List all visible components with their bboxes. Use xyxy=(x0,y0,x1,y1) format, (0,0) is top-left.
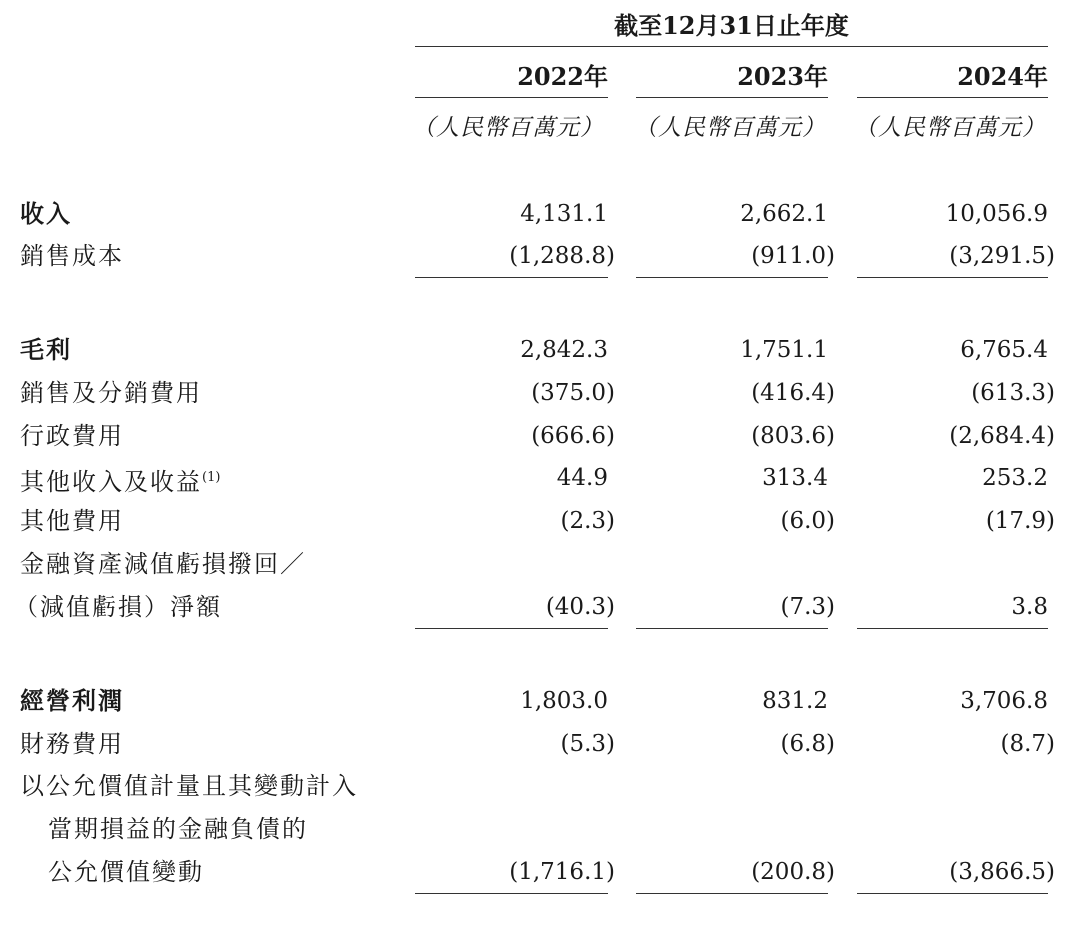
unit-label-2024: （人民幣百萬元） xyxy=(854,115,1046,141)
subtotal-rule-2022 xyxy=(415,628,608,629)
row-label-impairment-line-2: （減值虧損）淨額 xyxy=(14,593,222,621)
subtotal-rule-2024 xyxy=(857,277,1048,278)
unit-label-2022: （人民幣百萬元） xyxy=(412,115,604,141)
row-label-other-income-gains xyxy=(20,463,220,497)
row-value-operating-profit-2024: 3,706.8 xyxy=(960,688,1048,714)
row-label-impairment-line-1: 金融資產減值虧損撥回／ xyxy=(20,550,306,578)
row-value-administrative-2022: (666.6) xyxy=(531,423,615,449)
subtotal-rule-2023 xyxy=(636,893,828,894)
period-title: 截至12月31日止年度 xyxy=(614,11,849,40)
row-value-cost-of-sales-2022: (1,288.8) xyxy=(509,243,615,269)
row-value-other-expenses-2023: (6.0) xyxy=(780,508,835,534)
period-underline xyxy=(415,46,1048,47)
row-value-operating-profit-2022: 1,803.0 xyxy=(520,688,608,714)
row-value-selling-distribution-2023: (416.4) xyxy=(751,380,835,406)
row-value-finance-costs-2022: (5.3) xyxy=(560,731,615,757)
row-label-finance-costs: 財務費用 xyxy=(20,730,124,758)
row-value-other-income-2023: 313.4 xyxy=(762,465,828,491)
row-value-gross-profit-2023: 1,751.1 xyxy=(740,337,828,363)
row-value-other-income-2022: 44.9 xyxy=(556,465,608,491)
row-value-gross-profit-2024: 6,765.4 xyxy=(960,337,1048,363)
row-value-selling-distribution-2022: (375.0) xyxy=(531,380,615,406)
row-value-gross-profit-2022: 2,842.3 xyxy=(520,337,608,363)
subtotal-rule-2023 xyxy=(636,277,828,278)
row-label-operating-profit: 經營利潤 xyxy=(20,686,124,715)
row-label-administrative-expenses: 行政費用 xyxy=(20,422,124,450)
row-value-fair-value-change-2023: (200.8) xyxy=(751,859,835,885)
column-header-2024: 2024年 xyxy=(957,62,1048,91)
row-value-finance-costs-2024: (8.7) xyxy=(1000,731,1055,757)
row-value-impairment-2024: 3.8 xyxy=(1011,594,1048,620)
row-value-other-income-2024: 253.2 xyxy=(982,465,1048,491)
column-header-2022: 2022年 xyxy=(517,62,608,91)
column-header-2023: 2023年 xyxy=(737,62,828,91)
row-value-cost-of-sales-2023: (911.0) xyxy=(751,243,835,269)
subtotal-rule-2024 xyxy=(857,628,1048,629)
row-label-revenue: 收入 xyxy=(20,199,72,228)
row-value-cost-of-sales-2024: (3,291.5) xyxy=(949,243,1055,269)
row-value-fair-value-change-2024: (3,866.5) xyxy=(949,859,1055,885)
row-value-revenue-2023: 2,662.1 xyxy=(740,201,828,227)
unit-label-2023: （人民幣百萬元） xyxy=(634,115,826,141)
row-value-administrative-2024: (2,684.4) xyxy=(949,423,1055,449)
footnote-marker: (1) xyxy=(202,470,221,485)
row-value-administrative-2023: (803.6) xyxy=(751,423,835,449)
row-value-other-expenses-2024: (17.9) xyxy=(985,508,1055,534)
row-value-revenue-2024: 10,056.9 xyxy=(945,201,1048,227)
row-value-finance-costs-2023: (6.8) xyxy=(780,731,835,757)
row-value-operating-profit-2023: 831.2 xyxy=(762,688,828,714)
row-label-fair-value-change-line-1: 以公允價值計量且其變動計入 xyxy=(20,772,358,800)
row-label-other-expenses: 其他費用 xyxy=(20,507,124,535)
column-header-underline-2022 xyxy=(415,97,608,98)
row-value-other-expenses-2022: (2.3) xyxy=(560,508,615,534)
column-header-underline-2024 xyxy=(857,97,1048,98)
row-value-selling-distribution-2024: (613.3) xyxy=(971,380,1055,406)
subtotal-rule-2022 xyxy=(415,893,608,894)
row-value-revenue-2022: 4,131.1 xyxy=(520,201,608,227)
row-label-fair-value-change-line-3: 公允價值變動 xyxy=(48,858,204,886)
column-header-underline-2023 xyxy=(636,97,828,98)
row-label-selling-distribution-expenses: 銷售及分銷費用 xyxy=(20,379,202,407)
subtotal-rule-2022 xyxy=(415,277,608,278)
row-value-fair-value-change-2022: (1,716.1) xyxy=(509,859,615,885)
row-label-gross-profit: 毛利 xyxy=(20,335,72,364)
row-label-fair-value-change-line-2: 當期損益的金融負債的 xyxy=(48,815,308,843)
row-value-impairment-2022: (40.3) xyxy=(545,594,615,620)
row-value-impairment-2023: (7.3) xyxy=(780,594,835,620)
row-label-cost-of-sales: 銷售成本 xyxy=(20,242,124,270)
row-label-other-income-gains-text: 其他收入及收益 xyxy=(20,468,202,496)
subtotal-rule-2024 xyxy=(857,893,1048,894)
subtotal-rule-2023 xyxy=(636,628,828,629)
